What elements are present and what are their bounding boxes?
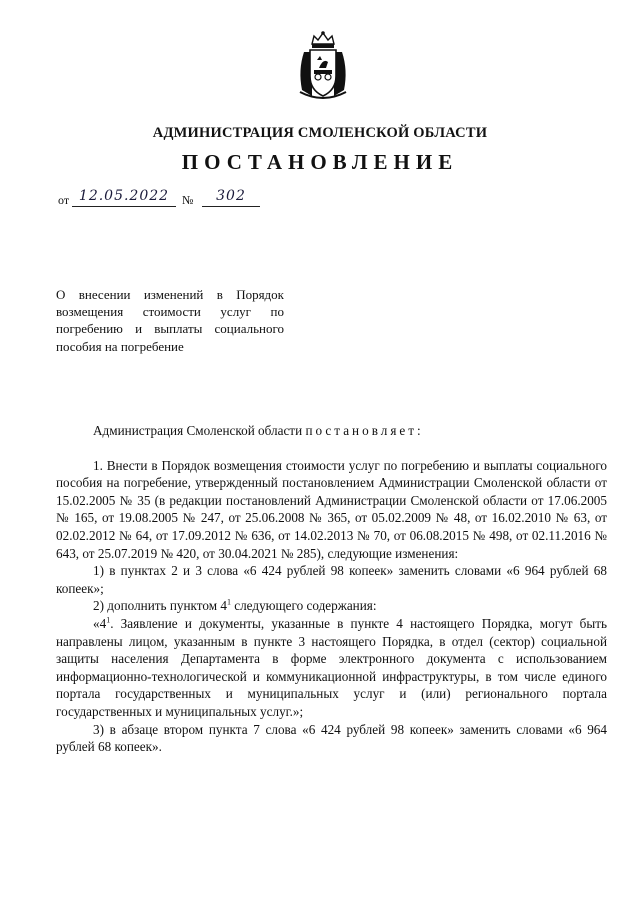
document-type-title: ПОСТАНОВЛЕНИЕ: [181, 150, 459, 174]
date-prefix: от: [58, 193, 70, 207]
p3-lead: 2) дополнить пунктом 4: [93, 598, 227, 614]
paragraph-2: 1) в пунктах 2 и 3 слова «6 424 рублей 98 копеек» заменить словами «6 964 рублей 68 копеек»;: [56, 563, 607, 596]
document-body: [56, 422, 607, 756]
handwritten-number: 302: [202, 188, 260, 207]
intro-lead: Администрация Смоленской области: [93, 423, 306, 438]
paragraph-3: [56, 597, 607, 615]
p4-superscript: 1: [106, 615, 111, 625]
coat-of-arms-icon: [292, 30, 354, 102]
p3-superscript: 1: [226, 597, 231, 607]
resolution-intro: [56, 422, 607, 440]
paragraph-5: 3) в абзаце втором пункта 7 слова «6 424 рублей 98 копеек» заменить словами «6 964 рублей 68 копеек».: [56, 721, 607, 755]
p4-tail: . Заявление и документы, указанные в пункте 4 настоящего Порядка, могут быть направлены лицом, указанным в пункте 3 настоящего Порядка, в отдел (сектор) социальной защиты населения Департамента в форме электронного документа с использованием информационно-технологической и коммуникационной инфраструктуры, в том числе единого портала государственных и муниципальных услуг и (или) регионального портала государственных и муниципальных услуг.»;: [56, 615, 607, 719]
paragraph-1: 1. Внести в Порядок возмещения стоимости услуг по погребению и выплаты социального пособия на погребение, утвержденный постановлением Администрации Смоленской области от 15.02.2005 № 35 (в редакции постановлений Администрации Смоленской области от 17.06.2005 № 165, от 19.08.2005 № 247, от 25.06.2008 № 365, от 05.02.2009 № 48, от 16.02.2010 № 63, от 02.02.2012 № 64, от 17.09.2012 № 636, от 14.02.2013 № 70, от 06.08.2015 № 498, от 02.11.2016 № 643, от 25.07.2019 № 420, от 30.04.2021 № 285), следующие изменения:: [56, 457, 607, 561]
organization-name: АДМИНИСТРАЦИЯ СМОЛЕНСКОЙ ОБЛАСТИ: [152, 125, 488, 141]
paragraph-4: [56, 615, 607, 721]
p4-lead: «4: [93, 615, 107, 631]
handwritten-date: 12.05.2022: [72, 188, 176, 207]
document-subject: О внесении изменений в Порядок возмещения стоимости услуг по погребению и выплаты социального пособия на погребение: [56, 287, 284, 354]
date-number-line: [58, 188, 318, 210]
number-label: №: [182, 193, 194, 207]
p3-tail: следующего содержания:: [230, 598, 377, 614]
intro-resolves: постановляет:: [305, 423, 424, 438]
